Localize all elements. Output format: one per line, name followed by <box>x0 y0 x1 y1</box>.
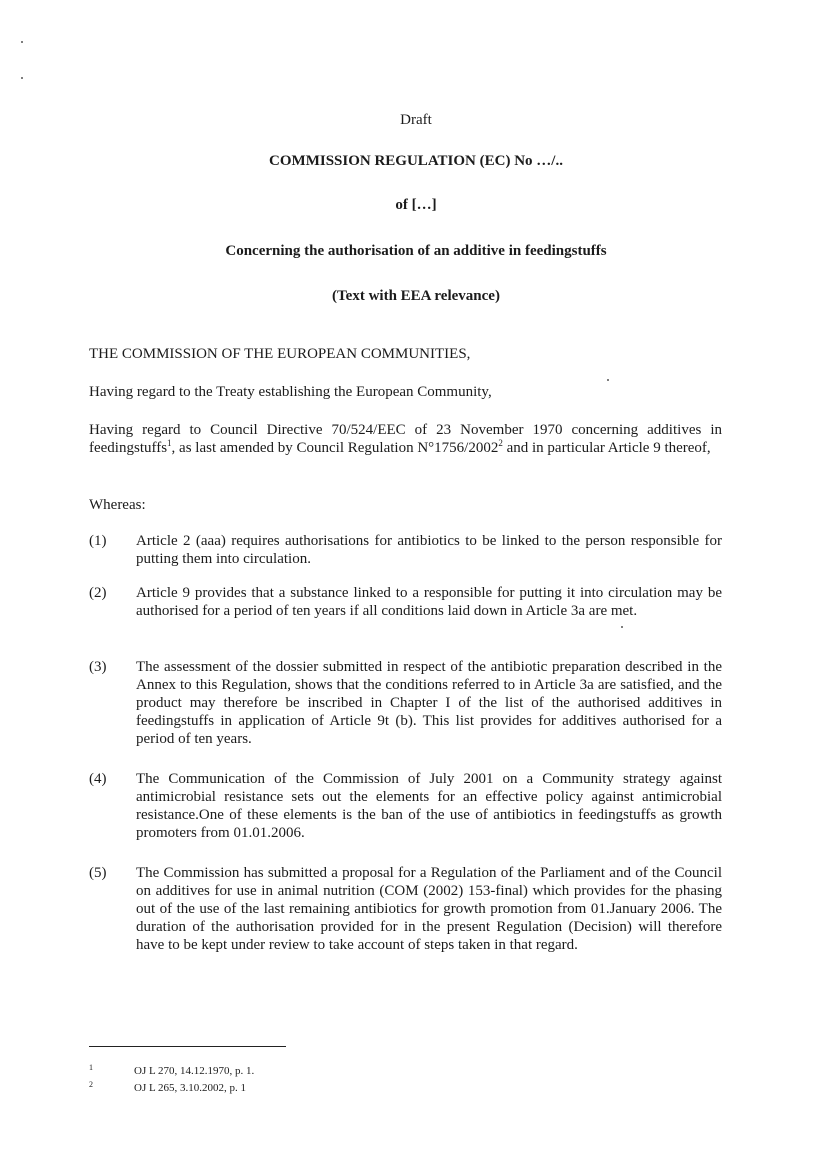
recital-2 <box>89 584 722 620</box>
recital-4 <box>89 770 722 842</box>
scan-speck <box>21 41 23 43</box>
recital-text: The assessment of the dossier submitted in respect of the antibiotic preparation described in the Annex to this Regulation, shows that the conditions referred to in Article 3a are satisfied, and the product may therefore be inscribed in Chapter I of the list of the authorised additives in feedingstuffs in application of Article 9t (b). This list provides for additives authorised for a period of ten years. <box>136 659 722 747</box>
footnote-divider <box>89 1046 286 1047</box>
recital-number: (4) <box>89 771 107 787</box>
footnote-2 <box>89 1081 489 1095</box>
recital-number: (2) <box>89 585 107 601</box>
recital-3 <box>89 658 722 748</box>
regulation-subject: Concerning the authorisation of an additive in feedingstuffs <box>225 243 607 259</box>
eea-relevance: (Text with EEA relevance) <box>332 288 500 304</box>
recital-text: Article 9 provides that a substance linked to a responsible for putting it into circulation may be authorised for a period of ten years if all conditions laid down in Article 3a are met. <box>136 585 722 619</box>
footnote-text: OJ L 265, 3.10.2002, p. 1 <box>134 1082 247 1094</box>
scan-speck <box>607 379 609 381</box>
footnote-text: OJ L 270, 14.12.1970, p. 1. <box>134 1065 255 1077</box>
footnote-ref-2: 2 <box>498 438 503 448</box>
commission-heading: THE COMMISSION OF THE EUROPEAN COMMUNITIES, <box>89 346 471 362</box>
directive-citation: Having regard to Council Directive 70/524/EEC of 23 November 1970 concerning additives in feedingstuffs$^1$, as last amended by Council Regulation N°1756/2002$^2$ and in particular Article 9 thereof, <box>89 422 722 456</box>
recital-5 <box>89 864 722 954</box>
scan-speck <box>21 77 23 79</box>
whereas-label: Whereas: <box>89 497 146 513</box>
regulation-title: COMMISSION REGULATION (EC) No …/.. <box>269 153 563 169</box>
footnote-ref-1: 1 <box>167 438 172 448</box>
recital-text: The Communication of the Commission of July 2001 on a Community strategy against antimicrobial resistance sets out the elements for an effective policy against antimicrobial resistance.One of these elements is the ban of the use of antibiotics in feedingstuffs as growth promoters from 01.01.2006. <box>136 771 722 841</box>
footnote-number: 2 <box>89 1080 93 1089</box>
regulation-date: of […] <box>395 197 437 213</box>
recital-text: Article 2 (aaa) requires authorisations for antibiotics to be linked to the person responsible for putting them into circulation. <box>136 533 722 567</box>
scan-speck <box>621 626 623 628</box>
recital-text: The Commission has submitted a proposal for a Regulation of the Parliament and of the Council on additives for use in animal nutrition (COM (2002) 153-final) which provides for the phasing out of the use of the last remaining antibiotics for growth promotion from 01.January 2006. The duration of the authorisation provided for in the present Regulation (Decision) will therefore have to be kept under review to take account of steps taken in that regard. <box>136 865 722 953</box>
draft-label: Draft <box>400 112 432 128</box>
footnote-1 <box>89 1064 489 1078</box>
recital-number: (3) <box>89 659 107 675</box>
recital-1 <box>89 532 722 568</box>
footnote-number: 1 <box>89 1063 93 1072</box>
recital-number: (1) <box>89 533 107 549</box>
treaty-citation: Having regard to the Treaty establishing the European Community, <box>89 384 492 400</box>
recital-number: (5) <box>89 865 107 881</box>
